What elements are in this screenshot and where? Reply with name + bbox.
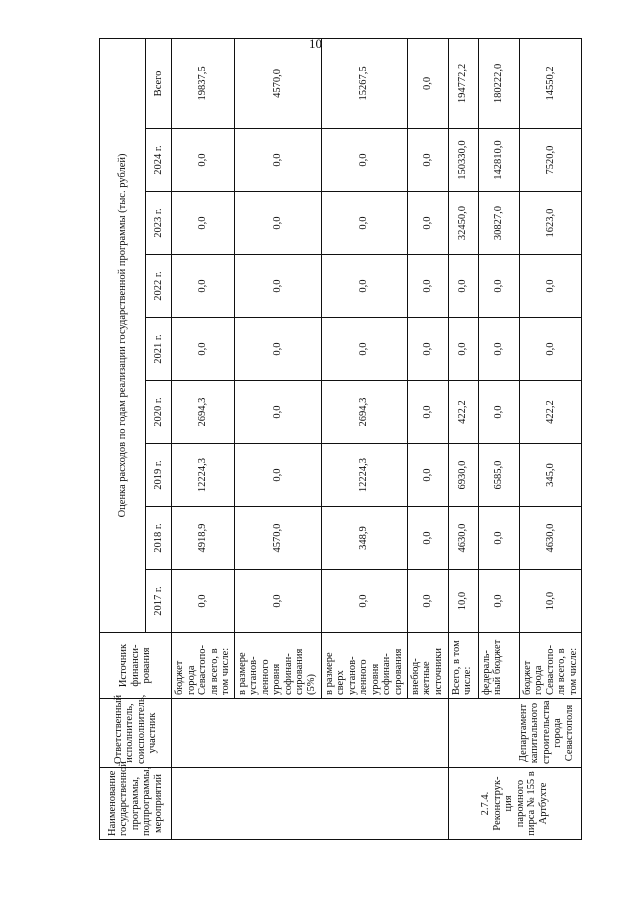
value-cell: 0,0 <box>321 318 407 381</box>
source-cell: в размере установ-ленного уровня софинан-сирования (5%) <box>234 633 321 699</box>
value-cell: 0,0 <box>321 255 407 318</box>
value-cell: 15267,5 <box>321 38 407 128</box>
value-cell: 0,0 <box>321 192 407 255</box>
value-cell: 1623,0 <box>519 192 582 255</box>
source-cell: бюджет города Севастопо-ля всего, в том числе: <box>172 633 235 699</box>
value-cell: 10,0 <box>519 570 582 633</box>
table-row <box>172 38 235 839</box>
header-year: 2019 г. <box>146 444 172 507</box>
source-cell: бюджет города Севастопо-ля всего, в том числе: <box>519 633 582 699</box>
value-cell: 0,0 <box>407 381 448 444</box>
table-row <box>448 38 478 839</box>
executor-cell: Департамент капитального строительства города Севастополя <box>448 699 582 768</box>
value-cell: 194772,2 <box>448 38 478 128</box>
value-cell: 0,0 <box>407 507 448 570</box>
value-cell: 0,0 <box>519 255 582 318</box>
header-year: 2022 г. <box>146 255 172 318</box>
value-cell: 0,0 <box>407 192 448 255</box>
value-cell: 0,0 <box>172 318 235 381</box>
executor-cell-empty <box>172 699 449 768</box>
header-executor: Ответственный исполнитель, соисполнитель, участник <box>100 699 172 768</box>
value-cell: 422,2 <box>519 381 582 444</box>
header-year: 2023 г. <box>146 192 172 255</box>
page-number: 10 <box>309 36 322 51</box>
value-cell: 4630,0 <box>519 507 582 570</box>
value-cell: 0,0 <box>478 318 519 381</box>
value-cell: 10,0 <box>448 570 478 633</box>
header-name: Наименование государственной программы, подпрограммы, мероприятий <box>100 768 172 840</box>
value-cell: 0,0 <box>172 129 235 192</box>
value-cell: 0,0 <box>448 318 478 381</box>
value-cell: 6930,0 <box>448 444 478 507</box>
value-cell: 0,0 <box>321 129 407 192</box>
value-cell: 4570,0 <box>234 38 321 128</box>
value-cell: 32450,0 <box>448 192 478 255</box>
name-cell-empty <box>172 768 449 840</box>
value-cell: 0,0 <box>172 255 235 318</box>
value-cell: 2694,3 <box>172 381 235 444</box>
value-cell: 4570,0 <box>234 507 321 570</box>
value-cell: 6585,0 <box>478 444 519 507</box>
value-cell: 0,0 <box>407 129 448 192</box>
value-cell: 4630,0 <box>448 507 478 570</box>
source-cell: Всего, в том числе: <box>448 633 478 699</box>
value-cell: 0,0 <box>407 318 448 381</box>
value-cell: 0,0 <box>407 38 448 128</box>
value-cell: 0,0 <box>407 444 448 507</box>
value-cell: 2694,3 <box>321 381 407 444</box>
value-cell: 14550,2 <box>519 38 582 128</box>
value-cell: 0,0 <box>478 507 519 570</box>
value-cell: 180222,0 <box>478 38 519 128</box>
value-cell: 0,0 <box>172 570 235 633</box>
value-cell: 0,0 <box>478 255 519 318</box>
value-cell: 0,0 <box>478 570 519 633</box>
value-cell: 142810,0 <box>478 129 519 192</box>
value-cell: 0,0 <box>234 318 321 381</box>
value-cell: 0,0 <box>234 570 321 633</box>
budget-table <box>99 38 582 840</box>
budget-table-rotated <box>99 59 579 840</box>
header-source: Источник финанси-рования <box>100 633 172 699</box>
value-cell: 0,0 <box>448 255 478 318</box>
source-cell: в размере сверх установ-ленного уровня софинан-сирования <box>321 633 407 699</box>
value-cell: 150330,0 <box>448 129 478 192</box>
header-year: 2024 г. <box>146 129 172 192</box>
value-cell: 0,0 <box>234 129 321 192</box>
value-cell: 0,0 <box>407 570 448 633</box>
value-cell: 7520,0 <box>519 129 582 192</box>
value-cell: 0,0 <box>407 255 448 318</box>
value-cell: 0,0 <box>234 255 321 318</box>
header-total: Всего <box>146 38 172 128</box>
value-cell: 12224,3 <box>172 444 235 507</box>
value-cell: 348,9 <box>321 507 407 570</box>
value-cell: 0,0 <box>172 192 235 255</box>
value-cell: 0,0 <box>234 444 321 507</box>
value-cell: 0,0 <box>519 318 582 381</box>
value-cell: 0,0 <box>234 381 321 444</box>
value-cell: 0,0 <box>321 570 407 633</box>
header-year: 2018 г. <box>146 507 172 570</box>
source-cell: внебюд-жетные источники <box>407 633 448 699</box>
value-cell: 0,0 <box>234 192 321 255</box>
header-year: 2017 г. <box>146 570 172 633</box>
event-name-cell: 2.7.4. Реконструк-ция паромного пирса № 155 в Артбухте <box>448 768 582 840</box>
header-estimate: Оценка расходов по годам реализации государственной программы (тыс. рублей) <box>100 38 146 632</box>
value-cell: 345,0 <box>519 444 582 507</box>
value-cell: 30827,0 <box>478 192 519 255</box>
header-year: 2021 г. <box>146 318 172 381</box>
header-year: 2020 г. <box>146 381 172 444</box>
value-cell: 19837,5 <box>172 38 235 128</box>
source-cell: федераль-ный бюджет <box>478 633 519 699</box>
value-cell: 0,0 <box>478 381 519 444</box>
value-cell: 12224,3 <box>321 444 407 507</box>
value-cell: 422,2 <box>448 381 478 444</box>
value-cell: 4918,9 <box>172 507 235 570</box>
